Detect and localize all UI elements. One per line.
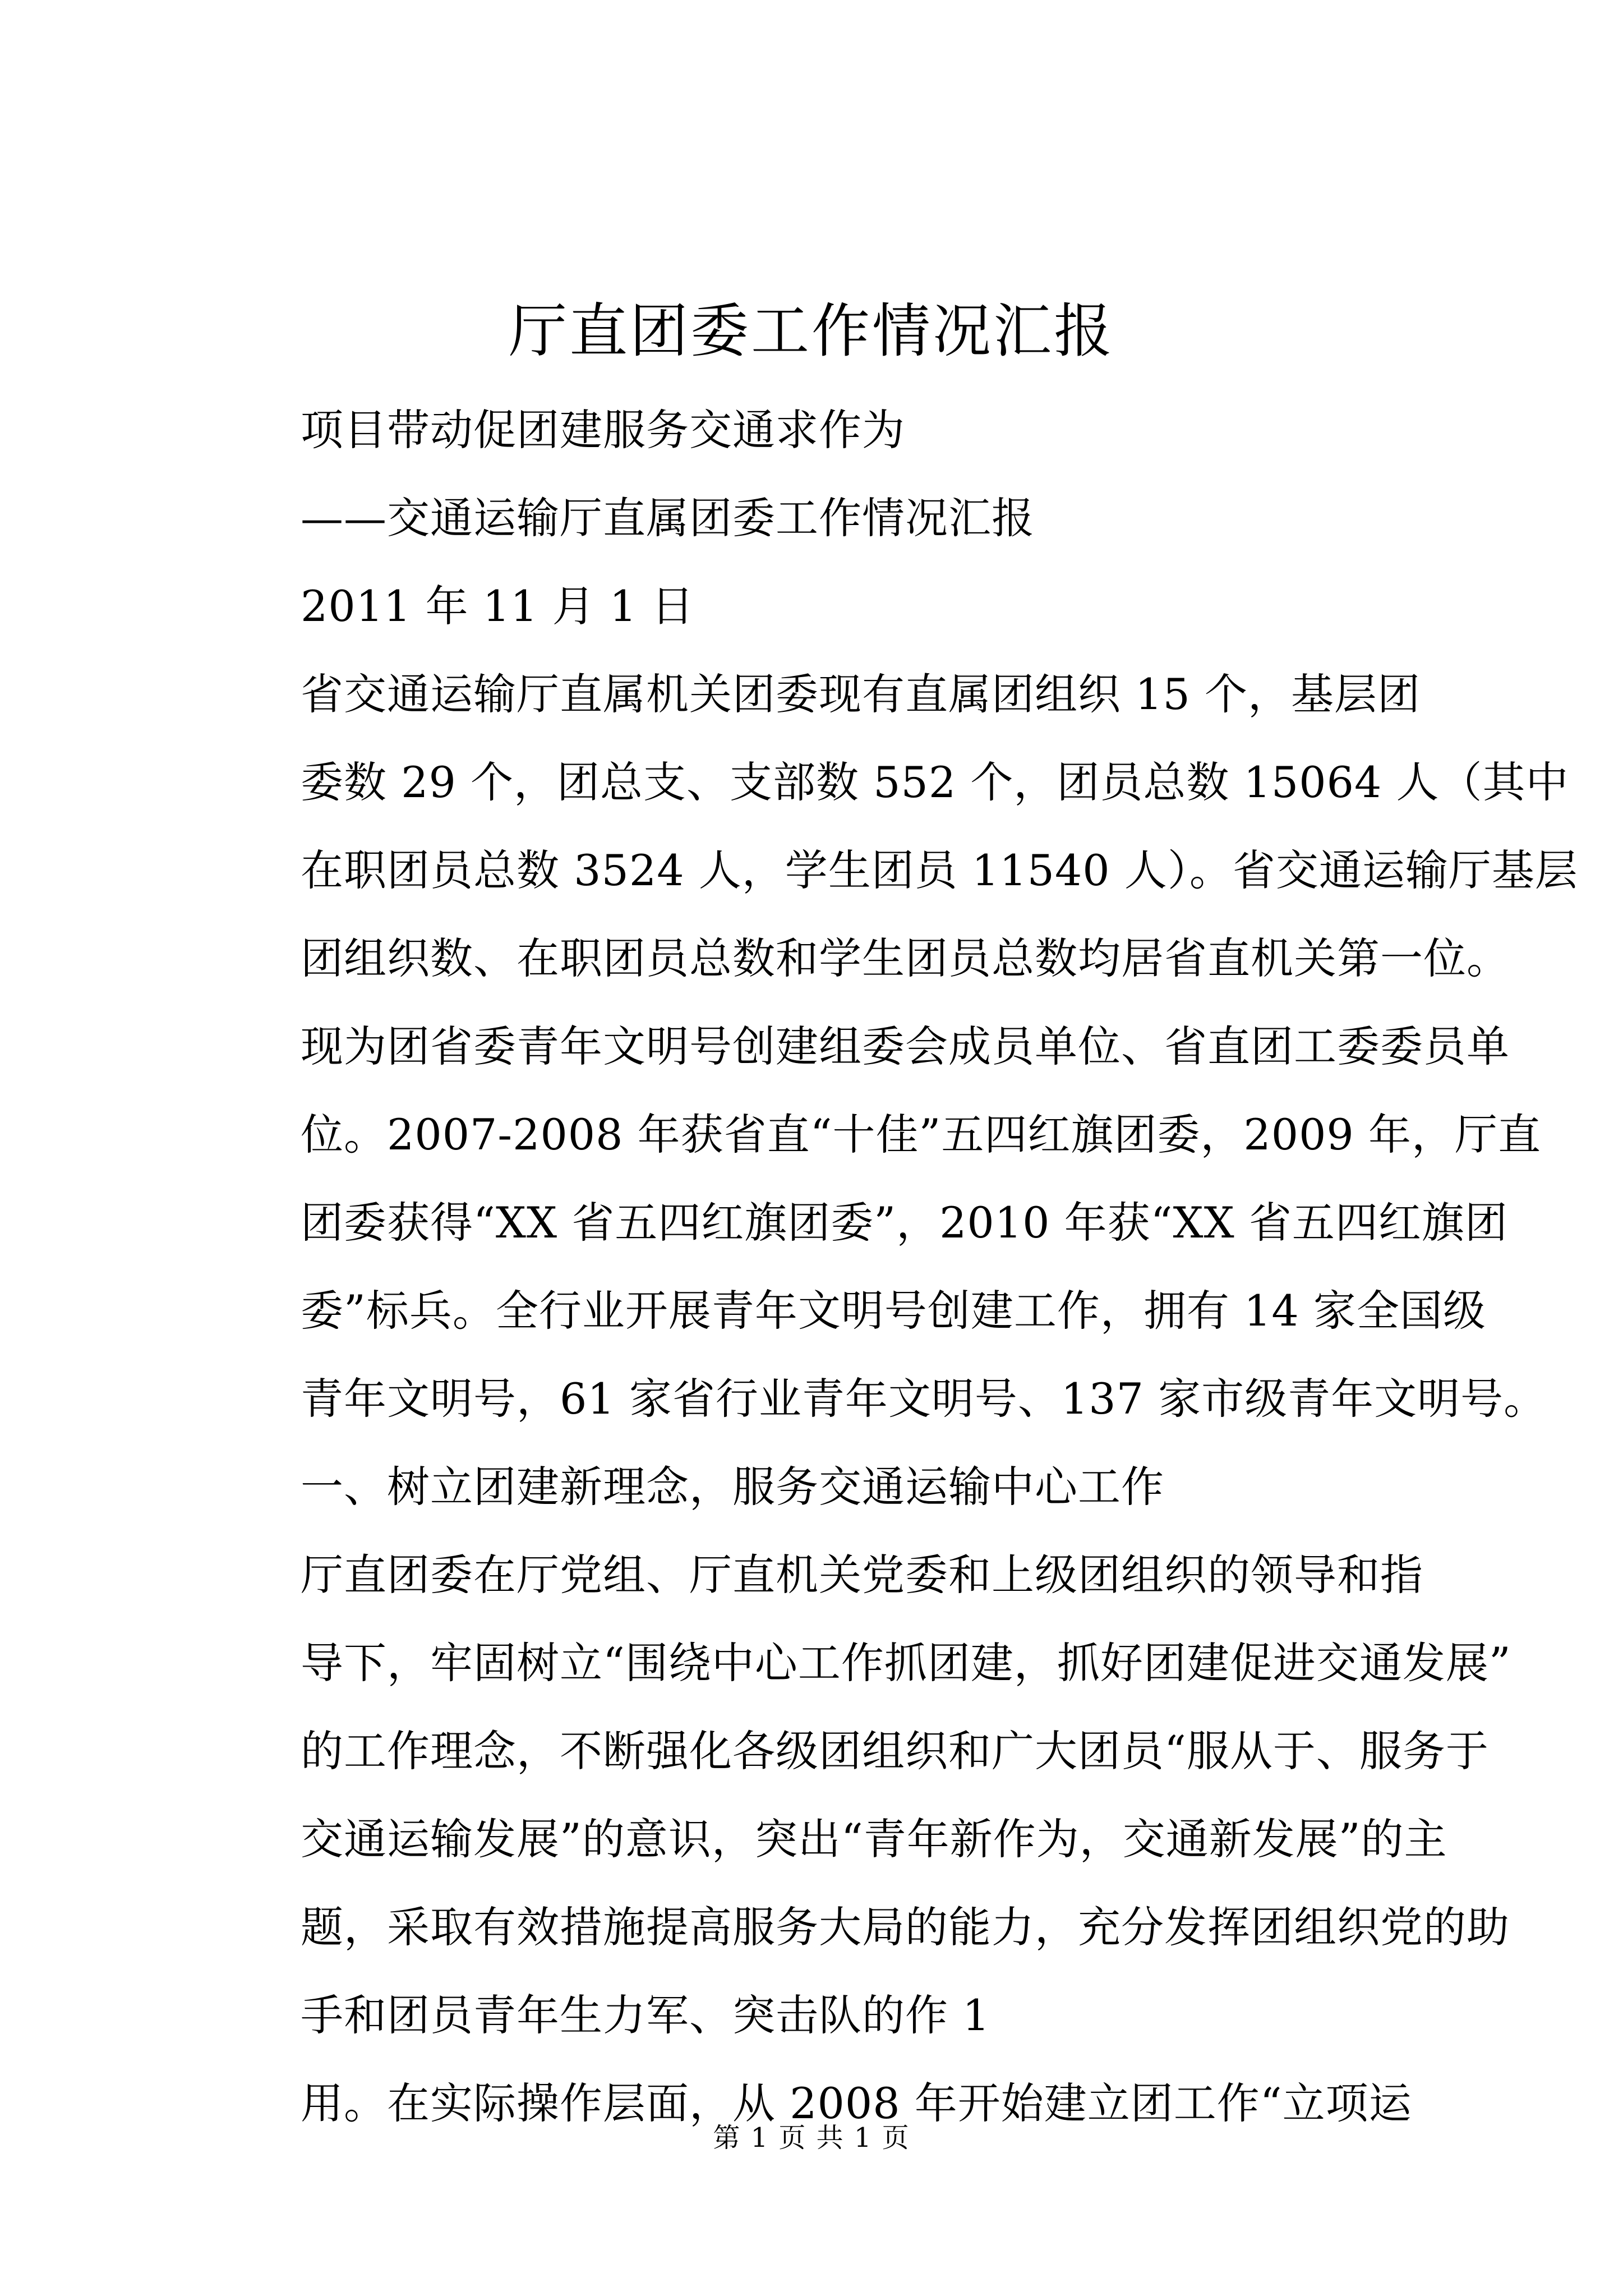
paragraph-line: 手和团员青年生力军、突击队的作 1	[301, 1990, 990, 2040]
paragraph-line: 题，采取有效措施提高服务大局的能力，充分发挥团组织党的助	[301, 1902, 1510, 1952]
paragraph-line: 团组织数、在职团员总数和学生团员总数均居省直机关第一位。	[301, 933, 1510, 983]
paragraph-line: 厅直团委在厅党组、厅直机关党委和上级团组织的领导和指	[301, 1550, 1423, 1600]
paragraph-line: 现为团省委青年文明号创建组委会成员单位、省直团工委委员单	[301, 1022, 1510, 1071]
document-title: 厅直团委工作情况汇报	[508, 297, 1114, 365]
section-heading: 一、树立团建新理念，服务交通运输中心工作	[301, 1462, 1164, 1512]
paragraph-line: 用。在实际操作层面，从 2008 年开始建立团工作“立项运	[301, 2078, 1412, 2128]
paragraph-line: 在职团员总数 3524 人，学生团员 11540 人）。省交通运输厅基层	[301, 845, 1578, 895]
document-body	[301, 386, 1578, 2147]
paragraph-line: 青年文明号，61 家省行业青年文明号、137 家市级青年文明号。	[301, 1374, 1547, 1424]
date-line: 2011 年 11 月 1 日	[301, 581, 695, 631]
paragraph-line: 位。2007-2008 年获省直“十佳”五四红旗团委，2009 年，厅直	[301, 1110, 1541, 1159]
paragraph-line: 团委获得“XX 省五四红旗团委”，2010 年获“XX 省五四红旗团	[301, 1198, 1508, 1248]
page-footer: 第 1 页 共 1 页	[713, 2122, 910, 2154]
paragraph-line: 委数 29 个，团总支、支部数 552 个，团员总数 15064 人（其中	[301, 757, 1569, 807]
paragraph-line: 委”标兵。全行业开展青年文明号创建工作，拥有 14 家全国级	[301, 1286, 1486, 1336]
paragraph-line: 导下，牢固树立“围绕中心工作抓团建，抓好团建促进交通发展”	[301, 1638, 1511, 1688]
paragraph-line: 交通运输发展”的意识，突出“青年新作为，交通新发展”的主	[301, 1814, 1447, 1864]
subtitle-line: ——交通运输厅直属团委工作情况汇报	[301, 493, 1035, 543]
subtitle-line: 项目带动促团建服务交通求作为	[301, 405, 905, 455]
paragraph-line: 省交通运输厅直属机关团委现有直属团组织 15 个，基层团	[301, 669, 1421, 719]
paragraph-line: 的工作理念，不断强化各级团组织和广大团员“服从于、服务于	[301, 1726, 1489, 1776]
